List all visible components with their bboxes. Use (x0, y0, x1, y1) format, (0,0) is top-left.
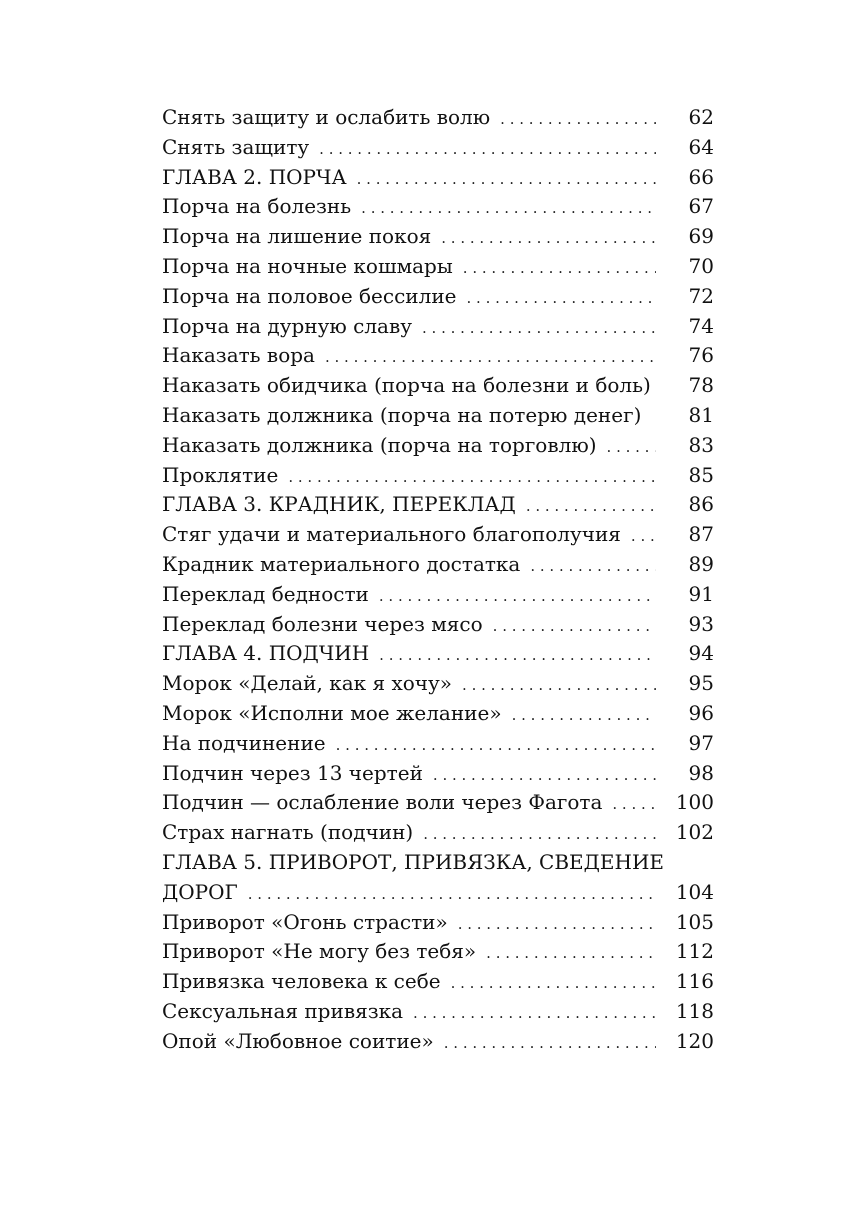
toc-entry-page: 96 (688, 700, 714, 725)
dot-leader (631, 522, 656, 552)
toc-entry-title: Порча на болезнь (162, 194, 352, 219)
toc-entry-page: 89 (688, 551, 714, 576)
toc-entry-title: Порча на дурную славу (162, 313, 413, 338)
toc-entry-title: Порча на ночные кошмары (162, 253, 453, 278)
toc-entry[interactable] (162, 908, 714, 938)
toc-entry[interactable] (162, 192, 714, 222)
dot-leader (325, 343, 656, 373)
dot-leader (361, 194, 656, 224)
dot-leader (612, 790, 656, 820)
toc-entry[interactable] (162, 759, 714, 789)
toc-entry-page: 105 (675, 909, 714, 934)
toc-entry-title: Подчин через 13 чертей (162, 760, 423, 785)
toc-entry-title: Наказать должника (порча на потерю денег) (162, 402, 642, 427)
toc-entry[interactable] (162, 967, 714, 997)
dot-leader (467, 284, 657, 314)
toc-chapter-heading[interactable] (162, 848, 714, 878)
toc-entry-title: Подчин — ослабление воли через Фагота (162, 790, 603, 815)
toc-entry-page: 93 (688, 611, 714, 636)
dot-leader (607, 433, 656, 463)
toc-entry-title: Снять защиту и ослабить волю (162, 105, 491, 129)
dot-leader (458, 910, 656, 940)
toc-entry-page: 112 (675, 939, 714, 964)
toc-entry-page: 94 (688, 641, 714, 666)
dot-leader (319, 135, 656, 165)
toc-entry[interactable] (162, 461, 714, 491)
toc-chapter-heading[interactable] (162, 490, 714, 520)
toc-entry-title: Морок «Делай, как я хочу» (162, 671, 453, 696)
toc-entry[interactable] (162, 252, 714, 282)
toc-entry[interactable] (162, 371, 714, 401)
toc-entry[interactable] (162, 520, 714, 550)
toc-entry-title: Страх нагнать (подчин) (162, 820, 414, 845)
toc-entry-title: Приворот «Огонь страсти» (162, 909, 448, 934)
dot-leader (248, 880, 656, 910)
dot-leader (288, 463, 656, 493)
toc-entry[interactable] (162, 282, 714, 312)
toc-entry-title: ГЛАВА 2. ПОРЧА (162, 164, 347, 189)
toc-entry-page: 64 (688, 134, 714, 159)
toc-entry[interactable] (162, 431, 714, 461)
toc-entry-page: 78 (688, 373, 714, 398)
toc-entry[interactable] (162, 550, 714, 580)
toc-entry[interactable] (162, 222, 714, 252)
toc-entry-page: 62 (688, 105, 714, 129)
toc-entry[interactable] (162, 788, 714, 818)
dot-leader (422, 314, 656, 344)
dot-leader (357, 165, 656, 195)
dot-leader (441, 224, 656, 254)
dot-leader (530, 552, 656, 582)
toc-entry-page: 98 (688, 760, 714, 785)
toc-entry-page: 104 (675, 879, 714, 904)
toc-entry-page: 83 (688, 432, 714, 457)
toc-entry-title: Наказать вора (162, 343, 315, 368)
toc-entry[interactable] (162, 729, 714, 759)
toc-entry-page: 85 (688, 462, 714, 487)
toc-entry-page: 100 (675, 790, 714, 815)
toc-chapter-heading-continuation[interactable] (162, 878, 714, 908)
toc-chapter-heading[interactable] (162, 163, 714, 193)
toc-entry-title: Сексуальная привязка (162, 998, 404, 1023)
dot-leader (433, 761, 656, 791)
toc-entry-title: Порча на лишение покоя (162, 224, 432, 249)
toc-entry-title: Стяг удачи и материального благополучия (162, 522, 621, 547)
dot-leader (379, 582, 656, 612)
toc-entry-title: Приворот «Не могу без тебя» (162, 939, 477, 964)
toc-entry-title: Наказать должника (порча на торговлю) (162, 432, 597, 457)
toc-entry-title: Опой «Любовное соитие» (162, 1028, 434, 1053)
dot-leader (512, 701, 656, 731)
toc-entry-page: 67 (688, 194, 714, 219)
dot-leader (444, 1029, 656, 1059)
toc-entry-title: Порча на половое бессилие (162, 283, 457, 308)
toc-entry-title: Снять защиту (162, 134, 310, 159)
table-of-contents (162, 103, 714, 1057)
toc-entry[interactable] (162, 699, 714, 729)
toc-entry[interactable] (162, 937, 714, 967)
toc-entry-page: 74 (688, 313, 714, 338)
toc-entry-title: ГЛАВА 4. ПОДЧИН (162, 641, 370, 666)
toc-entry-title: ДОРОГ (162, 879, 238, 904)
toc-entry-page: 118 (675, 998, 714, 1023)
toc-entry-title: На подчинение (162, 730, 326, 755)
toc-entry[interactable] (162, 669, 714, 699)
toc-entry-page: 116 (675, 969, 714, 994)
toc-entry[interactable] (162, 580, 714, 610)
toc-entry-page: 69 (688, 224, 714, 249)
toc-entry-title: Морок «Исполни мое желание» (162, 700, 502, 725)
toc-entry[interactable] (162, 341, 714, 371)
dot-leader (423, 820, 656, 850)
toc-entry-title: Привязка человека к себе (162, 969, 441, 994)
toc-entry[interactable] (162, 103, 714, 133)
toc-entry-page: 102 (675, 820, 714, 845)
dot-leader (500, 105, 656, 135)
toc-entry-page: 72 (688, 283, 714, 308)
toc-entry-page: 66 (688, 164, 714, 189)
toc-entry-page: 76 (688, 343, 714, 368)
toc-entry-page: 70 (688, 253, 714, 278)
toc-entry-page: 97 (688, 730, 714, 755)
dot-leader (486, 939, 656, 969)
toc-entry-page: 87 (688, 522, 714, 547)
toc-chapter-heading[interactable] (162, 639, 714, 669)
dot-leader (379, 641, 656, 671)
toc-entry-page: 81 (688, 402, 714, 427)
toc-entry[interactable] (162, 312, 714, 342)
toc-entry-title: Наказать обидчика (порча на болезни и боль) (162, 373, 651, 398)
toc-entry-title: Переклад бедности (162, 581, 369, 606)
toc-entry-title: Переклад болезни через мясо (162, 611, 483, 636)
toc-entry[interactable] (162, 401, 714, 431)
toc-entry-title: Проклятие (162, 462, 279, 487)
toc-entry-title: ГЛАВА 5. ПРИВОРОТ, ПРИВЯЗКА, СВЕДЕНИЕ (162, 849, 664, 874)
dot-leader (336, 731, 656, 761)
dot-leader (451, 969, 656, 999)
toc-entry[interactable] (162, 818, 714, 848)
toc-entry[interactable] (162, 610, 714, 640)
toc-entry[interactable] (162, 997, 714, 1027)
toc-entry-title: ГЛАВА 3. КРАДНИК, ПЕРЕКЛАД (162, 492, 516, 517)
dot-leader (462, 671, 656, 701)
toc-entry-title: Крадник материального достатка (162, 551, 521, 576)
dot-leader (413, 999, 656, 1029)
dot-leader (463, 254, 656, 284)
dot-leader (526, 492, 656, 522)
toc-entry-page: 95 (688, 671, 714, 696)
dot-leader (493, 612, 656, 642)
toc-entry[interactable] (162, 1027, 714, 1057)
toc-entry-page: 86 (688, 492, 714, 517)
toc-entry-page: 120 (675, 1028, 714, 1053)
toc-entry-page: 91 (688, 581, 714, 606)
toc-entry[interactable] (162, 133, 714, 163)
